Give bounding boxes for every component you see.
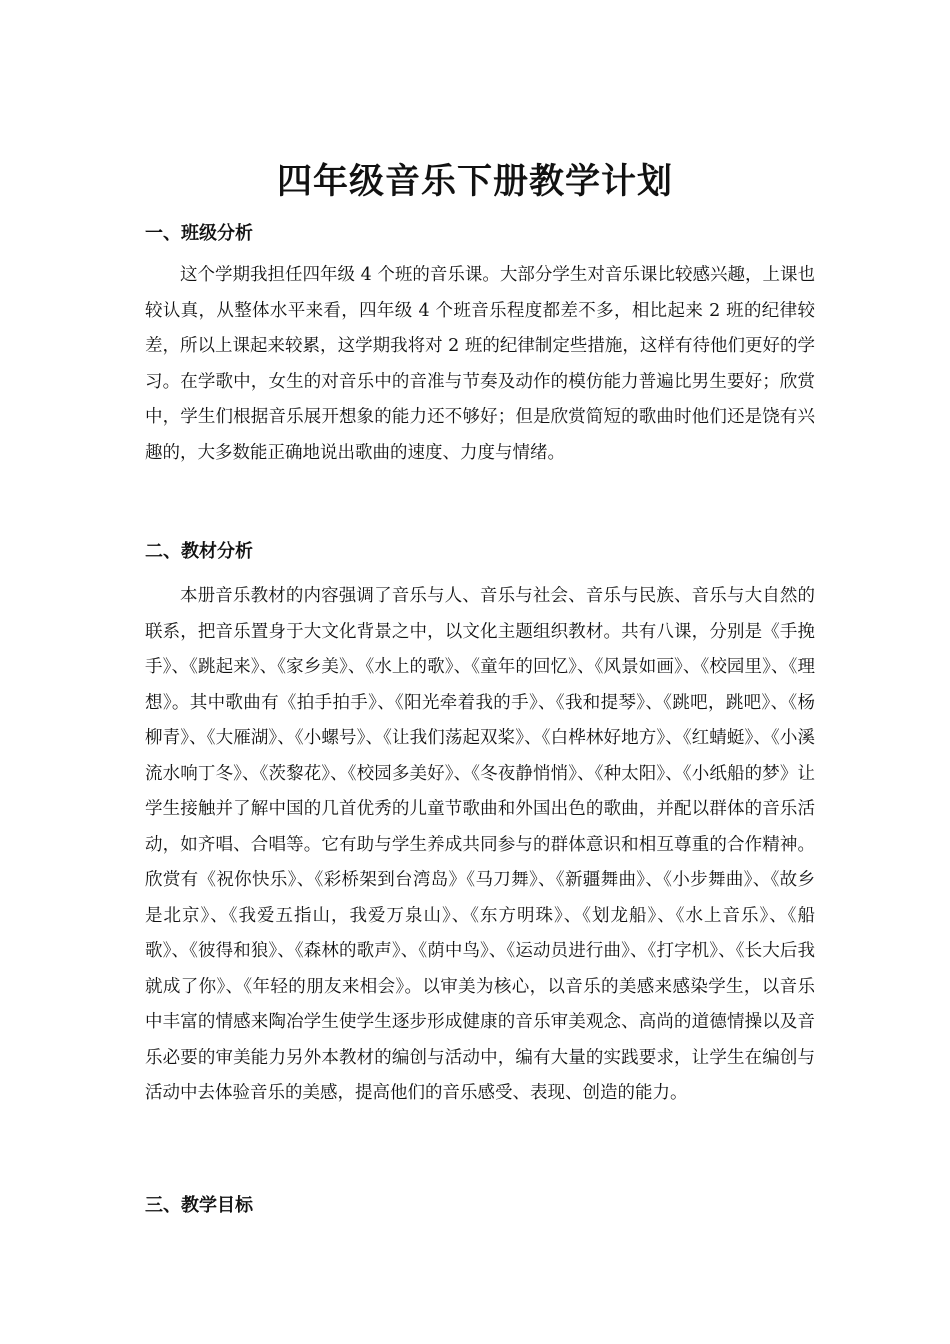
section-heading-textbook-analysis: 二、教材分析 xyxy=(145,541,253,562)
section-paragraph-class-analysis: 这个学期我担任四年级 4 个班的音乐课。大部分学生对音乐课比较感兴趣，上课也较认真，从整体水平来看，四年级 4 个班音乐程度都差不多，相比起来 2 班的纪律较差，所以上课起来较累，这学期我将对 2 班的纪律制定些措施，这样有待他们更好的学习。在学歌中，女生的对音乐中的音准与节奏及动作的模仿能力普遍比男生要好；欣赏中，学生们根据音乐展开想象的能力还不够好；但是欣赏简短的歌曲时他们还是饶有兴趣的，大多数能正确地说出歌曲的速度、力度与情绪。 xyxy=(145,265,815,463)
section-heading-class-analysis: 一、班级分析 xyxy=(145,223,253,244)
section-paragraph-textbook-analysis: 本册音乐教材的内容强调了音乐与人、音乐与社会、音乐与民族、音乐与大自然的联系，把音乐置身于大文化背景之中，以文化主题组织教材。共有八课，分别是《手挽手》、《跳起来》、《家乡美》、《水上的歌》、《童年的回忆》、《风景如画》、《校园里》、《理想》。其中歌曲有《拍手拍手》、《阳光牵着我的手》、《我和提琴》、《跳吧，跳吧》、《杨柳青》、《大雁湖》、《小螺号》、《让我们荡起双桨》、《白桦林好地方》、《红蜻蜓》、《小溪流水响丁冬》、《茨黎花》、《校园多美好》、《冬夜静悄悄》、《种太阳》、《小纸船的梦》让学生接触并了解中国的几首优秀的儿童节歌曲和外国出色的歌曲，并配以群体的音乐活动，如齐唱、合唱等。它有助与学生养成共同参与的群体意识和相互尊重的合作精神。欣赏有《祝你快乐》、《彩桥架到台湾岛》《马刀舞》、《新疆舞曲》、《小步舞曲》、《故乡是北京》、《我爱五指山，我爱万泉山》、《东方明珠》、《划龙船》、《水上音乐》、《船歌》、《彼得和狼》、《森林的歌声》、《荫中鸟》、《运动员进行曲》、《打字机》、《长大后我就成了你》、《年轻的朋友来相会》。以审美为核心，以音乐的美感来感染学生，以音乐中丰富的情感来陶冶学生使学生逐步形成健康的音乐审美观念、高尚的道德情操以及音乐必要的审美能力另外本教材的编创与活动中，编有大量的实践要求，让学生在编创与活动中去体验音乐的美感，提高他们的音乐感受、表现、创造的能力。 xyxy=(145,586,815,1103)
section-heading-teaching-goals: 三、教学目标 xyxy=(145,1195,253,1216)
document-title: 四年级音乐下册教学计划 xyxy=(276,161,673,202)
